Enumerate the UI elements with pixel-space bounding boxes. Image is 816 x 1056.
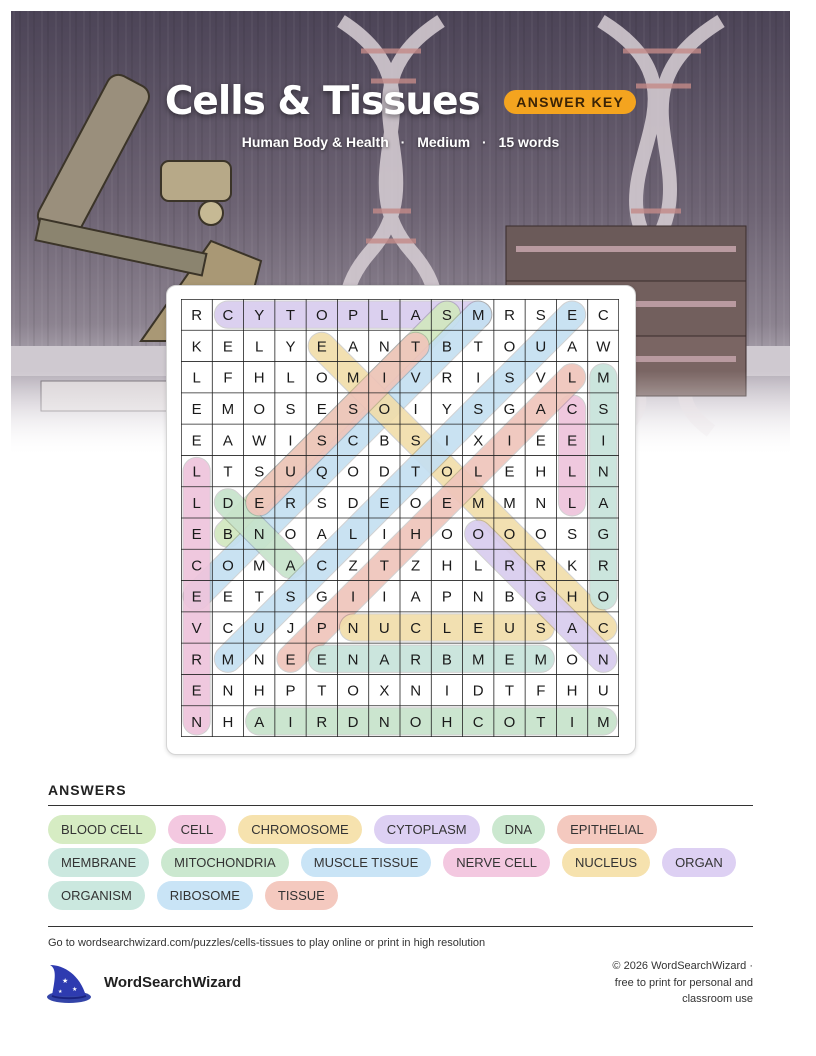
grid-letter[interactable]: I [382, 526, 387, 544]
grid-letter[interactable]: N [597, 651, 609, 669]
divider [48, 805, 753, 806]
grid-letter[interactable]: R [316, 713, 328, 731]
grid-letter[interactable]: R [410, 651, 422, 669]
grid-letter[interactable]: R [191, 651, 203, 669]
grid-letter[interactable]: M [221, 651, 235, 669]
grid-letter[interactable]: E [222, 588, 233, 606]
difficulty-label: Medium [417, 134, 471, 150]
divider [48, 926, 753, 927]
grid-letter[interactable]: I [288, 432, 293, 450]
grid-letter[interactable]: A [222, 432, 233, 450]
grid-letter[interactable]: C [222, 620, 234, 637]
grid-letter[interactable]: C [347, 432, 359, 450]
grid-letter[interactable]: E [285, 651, 296, 669]
answer-key-badge: ANSWER KEY [504, 90, 636, 114]
grid-letter[interactable]: A [410, 307, 421, 325]
grid-letter[interactable]: N [472, 588, 484, 606]
grid-letter[interactable]: X [379, 682, 390, 700]
grid-letter[interactable]: M [534, 651, 548, 669]
grid-letter[interactable]: U [285, 463, 296, 481]
grid-letter[interactable]: D [378, 463, 390, 481]
grid-letter[interactable]: N [347, 651, 359, 669]
grid-lines [181, 299, 619, 737]
grid-letter[interactable]: I [476, 369, 481, 387]
grid-letter[interactable]: M [471, 494, 485, 512]
grid-letter[interactable]: O [347, 682, 359, 700]
grid-letter[interactable]: U [535, 338, 547, 356]
grid-letter[interactable]: S [567, 526, 578, 544]
answers-list [48, 815, 768, 910]
grid-letter[interactable]: C [191, 557, 203, 575]
grid-letter[interactable]: L [474, 557, 483, 575]
grid-letter[interactable]: S [316, 432, 327, 450]
grid-letter[interactable]: N [191, 713, 203, 731]
grid-letter[interactable]: K [191, 338, 202, 356]
grid-letter[interactable]: N [378, 713, 390, 731]
grid-letter[interactable]: E [504, 651, 515, 669]
separator: · [400, 134, 406, 150]
grid-letter[interactable]: L [567, 494, 577, 512]
grid-letter[interactable]: Z [411, 557, 421, 575]
grid-letter[interactable]: U [378, 620, 390, 637]
grid-letter[interactable]: V [191, 620, 202, 637]
grid-letter[interactable]: H [441, 557, 453, 575]
grid-letter[interactable]: C [316, 557, 328, 575]
grid-letter[interactable]: O [503, 338, 516, 356]
grid-letter[interactable]: C [410, 620, 422, 637]
grid-letter[interactable]: S [285, 588, 296, 606]
grid-letter[interactable]: E [254, 494, 265, 512]
grid-letter[interactable]: I [350, 588, 356, 606]
grid-letter[interactable]: C [222, 307, 234, 325]
grid-letter[interactable]: P [348, 307, 359, 325]
grid-letter[interactable]: R [504, 557, 515, 575]
svg-text:★: ★ [62, 977, 69, 985]
grid-letter[interactable]: F [223, 369, 233, 387]
grid-letter[interactable]: Y [285, 338, 296, 356]
grid-letter[interactable]: B [379, 432, 390, 450]
grid-letter[interactable]: L [474, 463, 483, 481]
wizard-hat-icon [46, 963, 92, 1005]
grid-letter[interactable]: I [382, 369, 387, 387]
grid-letter[interactable]: E [567, 307, 578, 325]
grid-letter[interactable]: O [472, 526, 485, 544]
grid-letter[interactable]: M [503, 494, 516, 512]
grid-letter[interactable]: M [346, 369, 360, 387]
grid-letter[interactable]: V [410, 369, 421, 387]
grid-letter[interactable]: N [378, 338, 390, 356]
grid-letter[interactable]: T [317, 682, 327, 700]
grid-letter[interactable]: G [597, 526, 610, 544]
word-search-grid[interactable] [181, 299, 619, 737]
grid-letter[interactable]: R [535, 557, 547, 575]
grid-letter[interactable]: S [316, 494, 327, 512]
grid-letter[interactable]: A [285, 557, 296, 575]
grid-letter[interactable]: S [285, 401, 296, 418]
copyright-line: classroom use [682, 993, 753, 1005]
grid-letter[interactable]: F [536, 682, 546, 700]
grid-letter[interactable]: S [441, 307, 452, 325]
answer-pill: MUSCLE TISSUE [301, 848, 432, 877]
grid-letter[interactable]: Y [254, 307, 265, 325]
grid-letter[interactable]: A [567, 620, 578, 637]
grid-letter[interactable]: R [441, 369, 453, 387]
grid-letter[interactable]: N [410, 682, 422, 700]
grid-letter[interactable]: O [378, 401, 391, 418]
grid-letter[interactable]: T [411, 338, 421, 356]
grid-letter[interactable]: H [566, 682, 578, 700]
grid-letter[interactable]: E [191, 432, 202, 450]
grid-letter[interactable]: Y [441, 401, 452, 418]
grid-letter[interactable]: I [444, 432, 450, 450]
grid-letter[interactable]: H [222, 713, 234, 731]
svg-text:★: ★ [72, 986, 78, 993]
answer-pill: TISSUE [265, 881, 338, 910]
grid-letter[interactable]: M [252, 557, 266, 575]
grid-letter[interactable]: O [315, 307, 328, 325]
grid-letter[interactable]: E [473, 620, 484, 637]
grid-letter[interactable]: R [285, 494, 296, 512]
grid-letter[interactable]: S [535, 620, 546, 637]
grid-letter[interactable]: S [535, 307, 546, 325]
grid-letter[interactable]: E [191, 682, 202, 700]
grid-letter[interactable]: O [597, 588, 610, 606]
grid-letter[interactable]: O [534, 526, 547, 544]
answer-pill: EPITHELIAL [557, 815, 657, 844]
grid-letter[interactable]: L [192, 369, 201, 387]
answer-pill: BLOOD CELL [48, 815, 156, 844]
grid-letter[interactable]: C [472, 713, 484, 731]
grid-letter[interactable]: L [192, 463, 201, 481]
grid-letter[interactable]: H [410, 526, 422, 544]
grid-letter[interactable]: I [382, 588, 387, 606]
grid-letter[interactable]: L [442, 620, 452, 637]
grid-letter[interactable]: T [536, 713, 546, 731]
separator: · [481, 134, 487, 150]
grid-letter[interactable]: E [504, 463, 515, 481]
grid-letter[interactable]: I [288, 713, 293, 731]
grid-letter[interactable]: L [286, 369, 295, 387]
grid-letter[interactable]: U [253, 620, 265, 637]
answer-pill: ORGANISM [48, 881, 145, 910]
grid-letter[interactable]: M [597, 713, 610, 731]
grid-letter[interactable]: W [596, 338, 611, 356]
grid-letter[interactable]: E [535, 432, 546, 450]
grid-letter[interactable]: N [535, 494, 547, 512]
grid-letter[interactable]: M [471, 307, 485, 325]
grid-letter[interactable]: P [316, 620, 327, 637]
grid-letter[interactable]: S [348, 401, 359, 418]
grid-letter[interactable]: N [253, 526, 265, 544]
grid-letter[interactable]: T [379, 557, 389, 575]
grid-letter[interactable]: D [347, 494, 359, 512]
grid-letter[interactable]: A [410, 588, 421, 606]
grid-letter[interactable]: P [441, 588, 452, 606]
grid-letter[interactable]: D [222, 494, 234, 512]
grid-letter[interactable]: P [285, 682, 296, 700]
grid-letter[interactable]: M [597, 369, 610, 387]
grid-letter[interactable]: B [441, 651, 452, 669]
grid-letter[interactable]: U [597, 682, 609, 700]
grid-letter[interactable]: E [222, 338, 233, 356]
answer-pill: NERVE CELL [443, 848, 550, 877]
grid-letter[interactable]: B [222, 526, 233, 544]
grid-letter[interactable]: I [413, 401, 418, 418]
grid-letter[interactable]: Z [348, 557, 358, 575]
grid-letter[interactable]: O [409, 494, 422, 512]
grid-letter[interactable]: C [597, 307, 609, 325]
grid-letter[interactable]: E [379, 494, 390, 512]
grid-letter[interactable]: O [284, 526, 297, 544]
answers-heading: ANSWERS [48, 782, 127, 798]
grid-letter[interactable]: I [569, 713, 575, 731]
answer-pill: RIBOSOME [157, 881, 253, 910]
grid-letter[interactable]: A [567, 338, 578, 356]
grid-letter[interactable]: U [504, 620, 515, 637]
grid-letter[interactable]: N [347, 620, 359, 637]
grid-letter[interactable]: E [316, 338, 327, 356]
grid-letter[interactable]: I [601, 432, 606, 450]
answer-pill: CELL [168, 815, 227, 844]
grid-letter[interactable]: A [535, 401, 546, 418]
grid-letter[interactable]: L [567, 369, 577, 387]
grid-letter[interactable]: E [191, 588, 202, 606]
grid-letter[interactable]: G [315, 588, 328, 606]
grid-letter[interactable]: R [191, 307, 203, 325]
grid-letter[interactable]: O [441, 463, 453, 481]
grid-letter[interactable]: T [254, 588, 264, 606]
grid-letter[interactable]: G [534, 588, 547, 606]
puzzle-meta [11, 134, 790, 150]
grid-letter[interactable]: T [473, 338, 483, 356]
grid-letter[interactable]: O [503, 713, 516, 731]
grid-letter[interactable]: V [535, 369, 546, 387]
footer-url-text: Go to wordsearchwizard.com/puzzles/cells-tissues to play online or print in high resolution [48, 937, 486, 949]
grid-letter[interactable]: G [503, 401, 516, 418]
grid-letter[interactable]: O [441, 526, 453, 544]
grid-letter[interactable]: E [191, 526, 202, 544]
answer-pill: DNA [492, 815, 545, 844]
grid-letter[interactable]: A [316, 526, 327, 544]
grid-letter[interactable]: X [473, 432, 484, 450]
answer-pill: MITOCHONDRIA [161, 848, 289, 877]
grid-letter[interactable]: N [253, 651, 265, 669]
answer-pill: CHROMOSOME [238, 815, 362, 844]
grid-letter[interactable]: H [566, 588, 578, 606]
grid-letter[interactable]: N [597, 463, 609, 481]
grid-letter[interactable]: R [504, 307, 515, 325]
grid-letter[interactable]: M [221, 401, 235, 418]
grid-letter[interactable]: D [472, 682, 484, 700]
grid-letter[interactable]: E [191, 401, 202, 418]
svg-text:★: ★ [58, 989, 63, 995]
grid-letter[interactable]: S [473, 401, 484, 418]
grid-letter[interactable]: C [597, 620, 609, 637]
grid-letter[interactable]: O [503, 526, 516, 544]
grid-letter[interactable]: L [192, 494, 201, 512]
grid-letter[interactable]: I [507, 432, 512, 450]
grid-letter[interactable]: A [379, 651, 390, 669]
page-title: Cells & Tissues [164, 79, 480, 124]
grid-letter[interactable]: S [598, 401, 609, 418]
grid-letter[interactable]: S [410, 432, 421, 450]
answer-pill: ORGAN [662, 848, 736, 877]
grid-letter[interactable]: N [222, 682, 234, 700]
word-count-label: 15 words [498, 134, 560, 150]
grid-letter[interactable]: O [409, 713, 422, 731]
grid-letter[interactable]: H [253, 682, 265, 700]
grid-letter[interactable]: O [566, 651, 578, 669]
grid-letter[interactable]: E [316, 401, 327, 418]
grid-letter[interactable]: T [411, 463, 421, 481]
grid-letter[interactable]: I [444, 682, 450, 700]
grid-letter[interactable]: T [223, 463, 233, 481]
grid-letter[interactable]: C [566, 401, 578, 418]
grid-letter[interactable]: R [597, 557, 609, 575]
title-row [11, 79, 790, 124]
grid-letter[interactable]: E [316, 651, 327, 669]
grid-letter[interactable]: A [598, 494, 609, 512]
grid-letter[interactable]: D [347, 713, 359, 731]
grid-letter[interactable]: H [441, 713, 453, 731]
grid-letter[interactable]: H [253, 369, 265, 387]
category-label: Human Body & Health [241, 134, 389, 150]
grid-letter[interactable]: O [253, 401, 266, 418]
grid-letter[interactable]: L [255, 338, 264, 356]
grid-letter[interactable]: K [567, 557, 578, 575]
grid-letter[interactable]: L [380, 307, 389, 325]
answer-pill: CYTOPLASM [374, 815, 480, 844]
grid-letter[interactable]: L [348, 526, 358, 544]
grid-letter[interactable]: E [567, 432, 578, 450]
grid-letter[interactable]: T [504, 682, 515, 700]
answer-pill: MEMBRANE [48, 848, 149, 877]
grid-letter[interactable]: S [254, 463, 265, 481]
copyright-line: © 2026 WordSearchWizard · [612, 960, 753, 972]
grid-letter[interactable]: B [504, 588, 515, 606]
grid-letter[interactable]: S [504, 369, 515, 387]
copyright-line: free to print for personal and [614, 976, 753, 989]
answer-pill: NUCLEUS [562, 848, 650, 877]
grid-letter[interactable]: B [441, 338, 452, 356]
grid-letter[interactable]: T [285, 307, 296, 325]
grid-letter[interactable]: O [222, 557, 234, 575]
grid-letter[interactable]: E [441, 494, 452, 512]
grid-letter[interactable]: O [347, 463, 359, 481]
grid-letter[interactable]: L [567, 463, 577, 481]
grid-letter[interactable]: O [315, 369, 328, 387]
copyright [573, 958, 753, 1008]
grid-letter[interactable]: Q [315, 463, 328, 481]
grid-letter[interactable]: J [286, 620, 295, 637]
grid-letter[interactable]: A [348, 338, 359, 356]
grid-letter[interactable]: W [252, 432, 267, 450]
brand-name: WordSearchWizard [104, 974, 242, 991]
grid-letter[interactable]: A [254, 713, 265, 731]
grid-letter[interactable]: M [471, 651, 485, 669]
grid-letter[interactable]: H [535, 463, 547, 481]
